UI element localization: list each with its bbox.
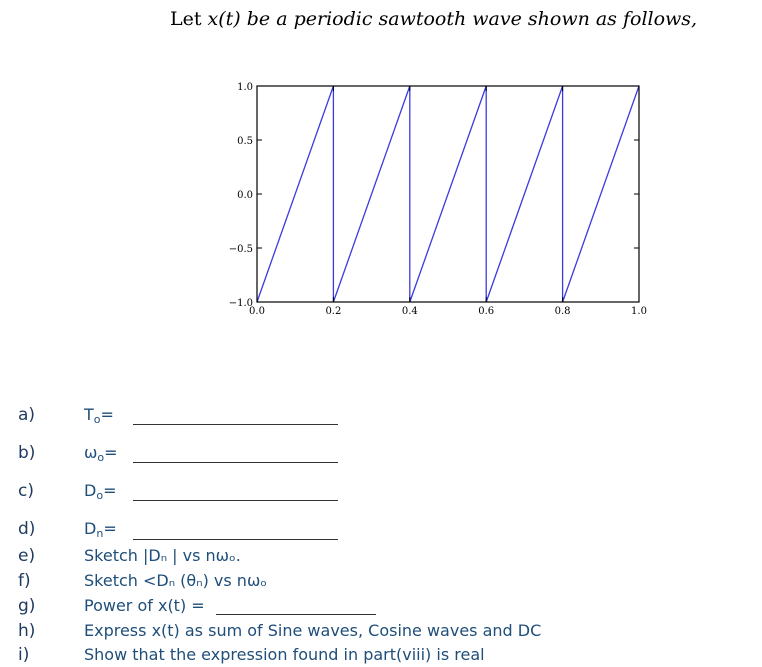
question-text: $D_o=$ bbox=[84, 481, 117, 502]
x-tick-label: 0.0 bbox=[249, 306, 265, 317]
question-letter: e) bbox=[18, 546, 36, 566]
answer-blank-d[interactable] bbox=[133, 539, 338, 540]
question-letter: h) bbox=[18, 621, 36, 641]
question-text: Express x(t) as sum of Sine waves, Cosine waves and DC bbox=[84, 621, 542, 640]
question-letter: g) bbox=[18, 596, 36, 616]
answer-blank-a[interactable] bbox=[133, 424, 338, 425]
sawtooth-chart bbox=[210, 65, 660, 335]
answer-blank-c[interactable] bbox=[133, 500, 338, 501]
question-letter: i) bbox=[18, 645, 30, 665]
y-tick-label: −1.0 bbox=[228, 298, 253, 309]
question-letter: b) bbox=[18, 443, 36, 463]
question-letter: c) bbox=[18, 481, 34, 501]
y-tick-label: 0.5 bbox=[237, 136, 253, 147]
question-text: $D_n=$ bbox=[84, 519, 117, 540]
question-letter: a) bbox=[18, 405, 36, 425]
x-tick-label: 0.4 bbox=[401, 306, 418, 317]
title-math: x(t) bbox=[207, 8, 241, 30]
question-text: $\omega_o=$ bbox=[84, 443, 118, 464]
question-text: Sketch |Dₙ | vs nωₒ. bbox=[84, 546, 241, 565]
series-line-0 bbox=[257, 86, 639, 302]
problem-title bbox=[170, 8, 697, 30]
question-text: Sketch <Dₙ (θₙ) vs nωₒ bbox=[84, 571, 267, 590]
answer-blank-g[interactable] bbox=[216, 614, 376, 615]
y-tick-label: −0.5 bbox=[228, 244, 253, 255]
x-tick-label: 1.0 bbox=[631, 306, 647, 317]
question-text: Power of x(t) = bbox=[84, 596, 205, 615]
x-tick-label: 0.2 bbox=[325, 306, 342, 317]
x-tick-label: 0.6 bbox=[478, 306, 495, 317]
title-rest: be a periodic sawtooth wave shown as follows, bbox=[240, 8, 698, 30]
answer-blank-b[interactable] bbox=[133, 462, 338, 463]
question-text: Show that the expression found in part(viii) is real bbox=[84, 645, 485, 664]
question-text: $T_o=$ bbox=[84, 405, 114, 426]
title-prefix: Let bbox=[170, 8, 208, 30]
x-tick-label: 0.8 bbox=[554, 306, 571, 317]
y-tick-label: 0.0 bbox=[237, 190, 253, 201]
question-letter: d) bbox=[18, 519, 36, 539]
question-letter: f) bbox=[18, 571, 31, 591]
y-tick-label: 1.0 bbox=[237, 82, 253, 93]
